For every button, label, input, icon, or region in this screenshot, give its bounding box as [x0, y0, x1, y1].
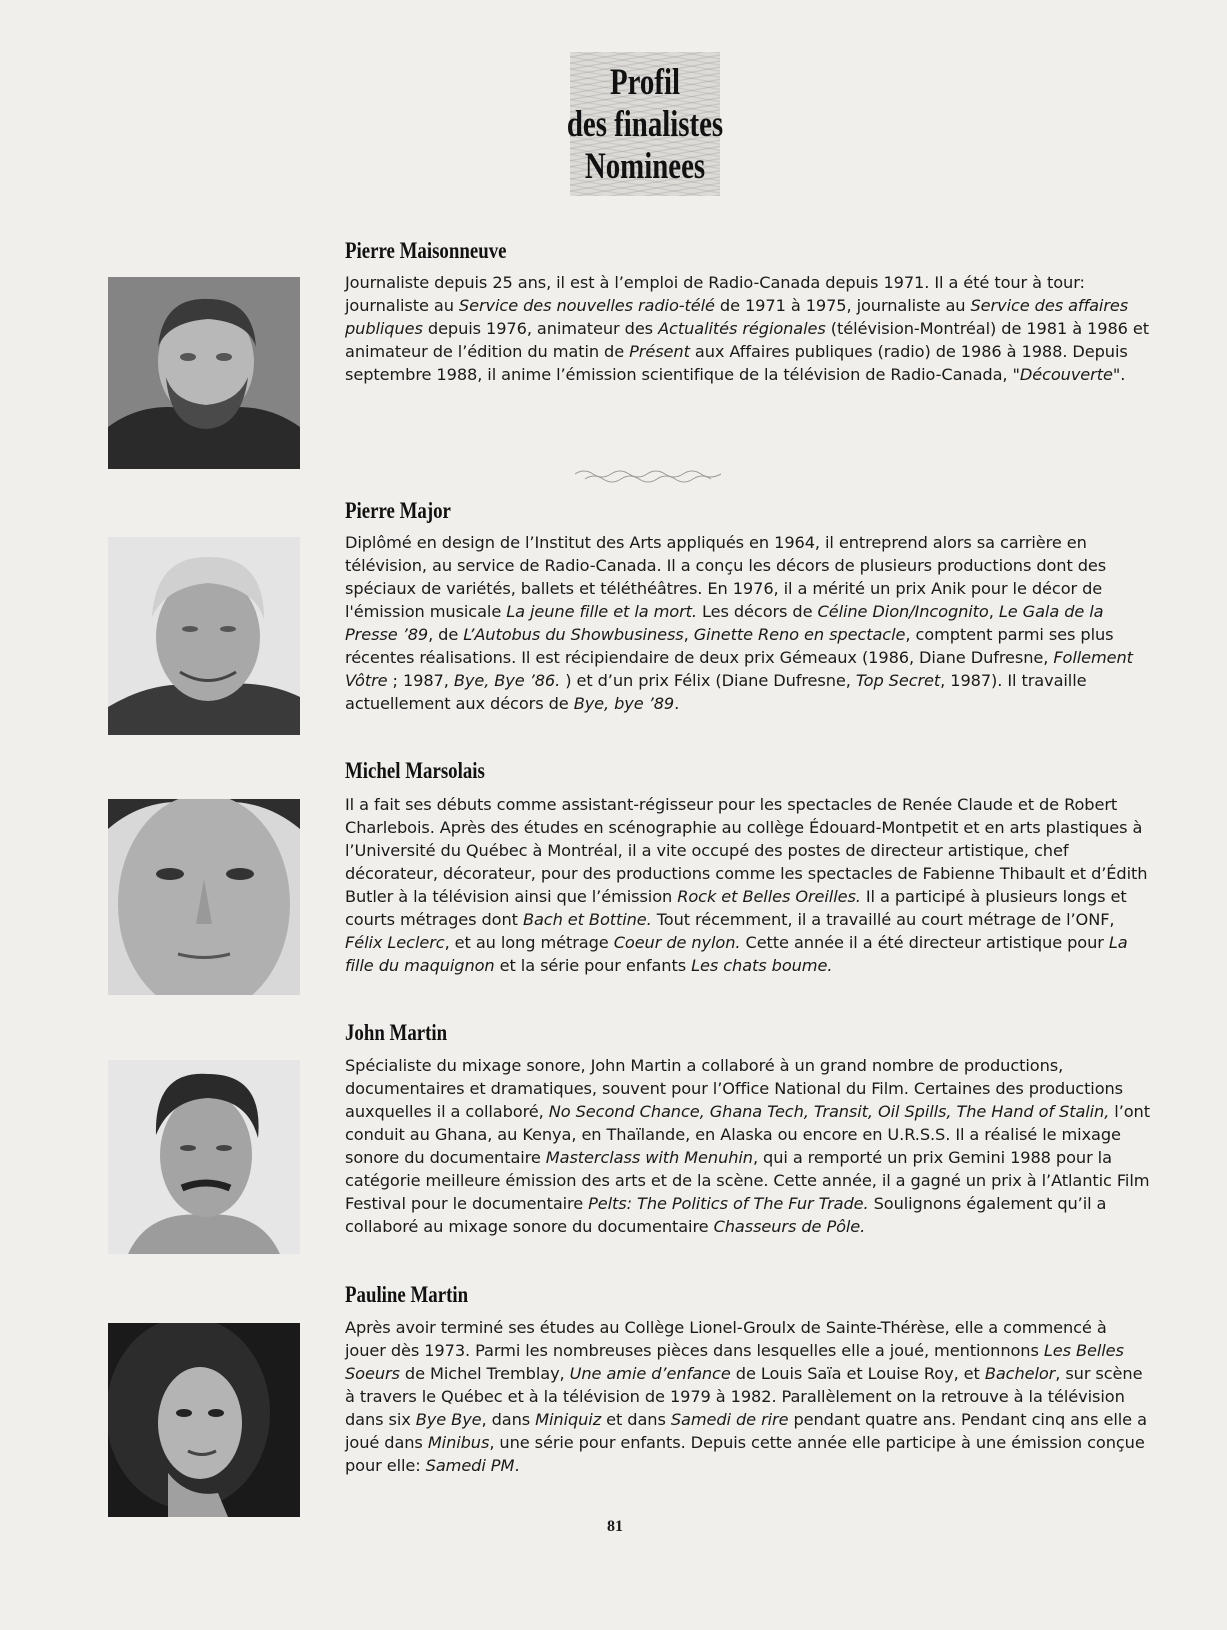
- title-line-2: des finalistes: [566, 104, 724, 145]
- portrait-photo: [108, 1060, 300, 1254]
- portrait-photo: [108, 799, 300, 995]
- portrait-photo: [108, 1323, 300, 1517]
- page-title: [548, 62, 743, 188]
- profile-name: John Martin: [345, 1020, 448, 1045]
- profile-name: Pierre Maisonneuve: [345, 238, 507, 263]
- wave-divider-icon: [575, 468, 721, 486]
- title-line-3: Nominees: [584, 146, 706, 187]
- title-line-1: Profil: [609, 62, 681, 103]
- profile-bio: Journaliste depuis 25 ans, il est à l’emploi de Radio-Canada depuis 1971. Il a été tour à tour: journaliste au Service des nouvelles radio-télé de 1971 à 1975, journaliste au Service des affaires publiques depuis 1976, animateur des Actualités régionales (télévision-Montréal) de 1981 à 1986 et animateur de l’édition du matin de Présent aux Affaires publiques (radio) de 1986 à 1988. Depuis septembre 1988, il anime l’émission scientifique de la télévision de Radio-Canada, "Découverte".: [345, 273, 1150, 384]
- profile-bio: Il a fait ses débuts comme assistant-régisseur pour les spectacles de Renée Claude et de Robert Charlebois. Après des études en scénographie au collège Édouard-Montpetit et en arts plastiques à l’Université du Québec à Montréal, il a vite occupé des postes de directeur artistique, chef décorateur, décorateur, pour des productions comme les spectacles de Fabienne Thibault et d’Édith Butler à la télévision ainsi que l’émission Rock et Belles Oreilles. Il a participé à plusieurs longs et courts métrages dont Bach et Bottine. Tout récemment, il a travaillé au court métrage de l’ONF, Félix Leclerc, et au long métrage Coeur de nylon. Cette année il a été directeur artistique pour La fille du maquignon et la série pour enfants Les chats boume.: [345, 795, 1148, 975]
- profile-name: Michel Marsolais: [345, 758, 485, 783]
- profile-bio: Spécialiste du mixage sonore, John Martin a collaboré à un grand nombre de productions, documentaires et dramatiques, souvent pour l’Office National du Film. Certaines des productions auxquelles il a collaboré, No Second Chance, Ghana Tech, Transit, Oil Spills, The Hand of Stalin, l’ont conduit au Ghana, au Kenya, en Thaïlande, en Alaska ou encore en U.R.S.S. Il a réalisé le mixage sonore du documentaire Masterclass with Menuhin, qui a remporté un prix Gemini 1988 pour la catégorie meilleure émission des arts et de la scène. Cette année, il a gagné un prix à l’Atlantic Film Festival pour le documentaire Pelts: The Politics of The Fur Trade. Soulignons également qu’il a collaboré au mixage sonore du documentaire Chasseurs de Pôle.: [345, 1056, 1150, 1236]
- profile-bio: Après avoir terminé ses études au Collège Lionel-Groulx de Sainte-Thérèse, elle a commencé à jouer dès 1973. Parmi les nombreuses pièces dans lesquelles elle a joué, mentionnons Les Belles Soeurs de Michel Tremblay, Une amie d’enfance de Louis Saïa et Louise Roy, et Bachelor, sur scène à travers le Québec et à la télévision de 1979 à 1982. Parallèlement on la retrouve à la télévision dans six Bye Bye, dans Miniquiz et dans Samedi de rire pendant quatre ans. Pendant cinq ans elle a joué dans Minibus, une série pour enfants. Depuis cette année elle participe à une émission conçue pour elle: Samedi PM.: [345, 1318, 1147, 1475]
- profile-name: Pierre Major: [345, 498, 451, 523]
- portrait-photo: [108, 277, 300, 469]
- portrait-photo: [108, 537, 300, 735]
- page-number: 81: [607, 1518, 623, 1535]
- profile-name: Pauline Martin: [345, 1282, 469, 1307]
- profile-bio: Diplômé en design de l’Institut des Arts appliqués en 1964, il entreprend alors sa carrière en télévision, au service de Radio-Canada. Il a conçu les décors de plusieurs productions dont des spéciaux de variétés, ballets et téléthéâtres. En 1976, il a mérité un prix Anik pour le décor de l'émission musicale La jeune fille et la mort. Les décors de Céline Dion/Incognito, Le Gala de la Presse ’89, de L’Autobus du Showbusiness, Ginette Reno en spectacle, comptent parmi ses plus récentes réalisations. Il est récipiendaire de deux prix Gémeaux (1986, Diane Dufresne, Follement Vôtre ; 1987, Bye, Bye ’86. ) et d’un prix Félix (Diane Dufresne, Top Secret, 1987). Il travaille actuellement aux décors de Bye, bye ’89.: [345, 533, 1133, 713]
